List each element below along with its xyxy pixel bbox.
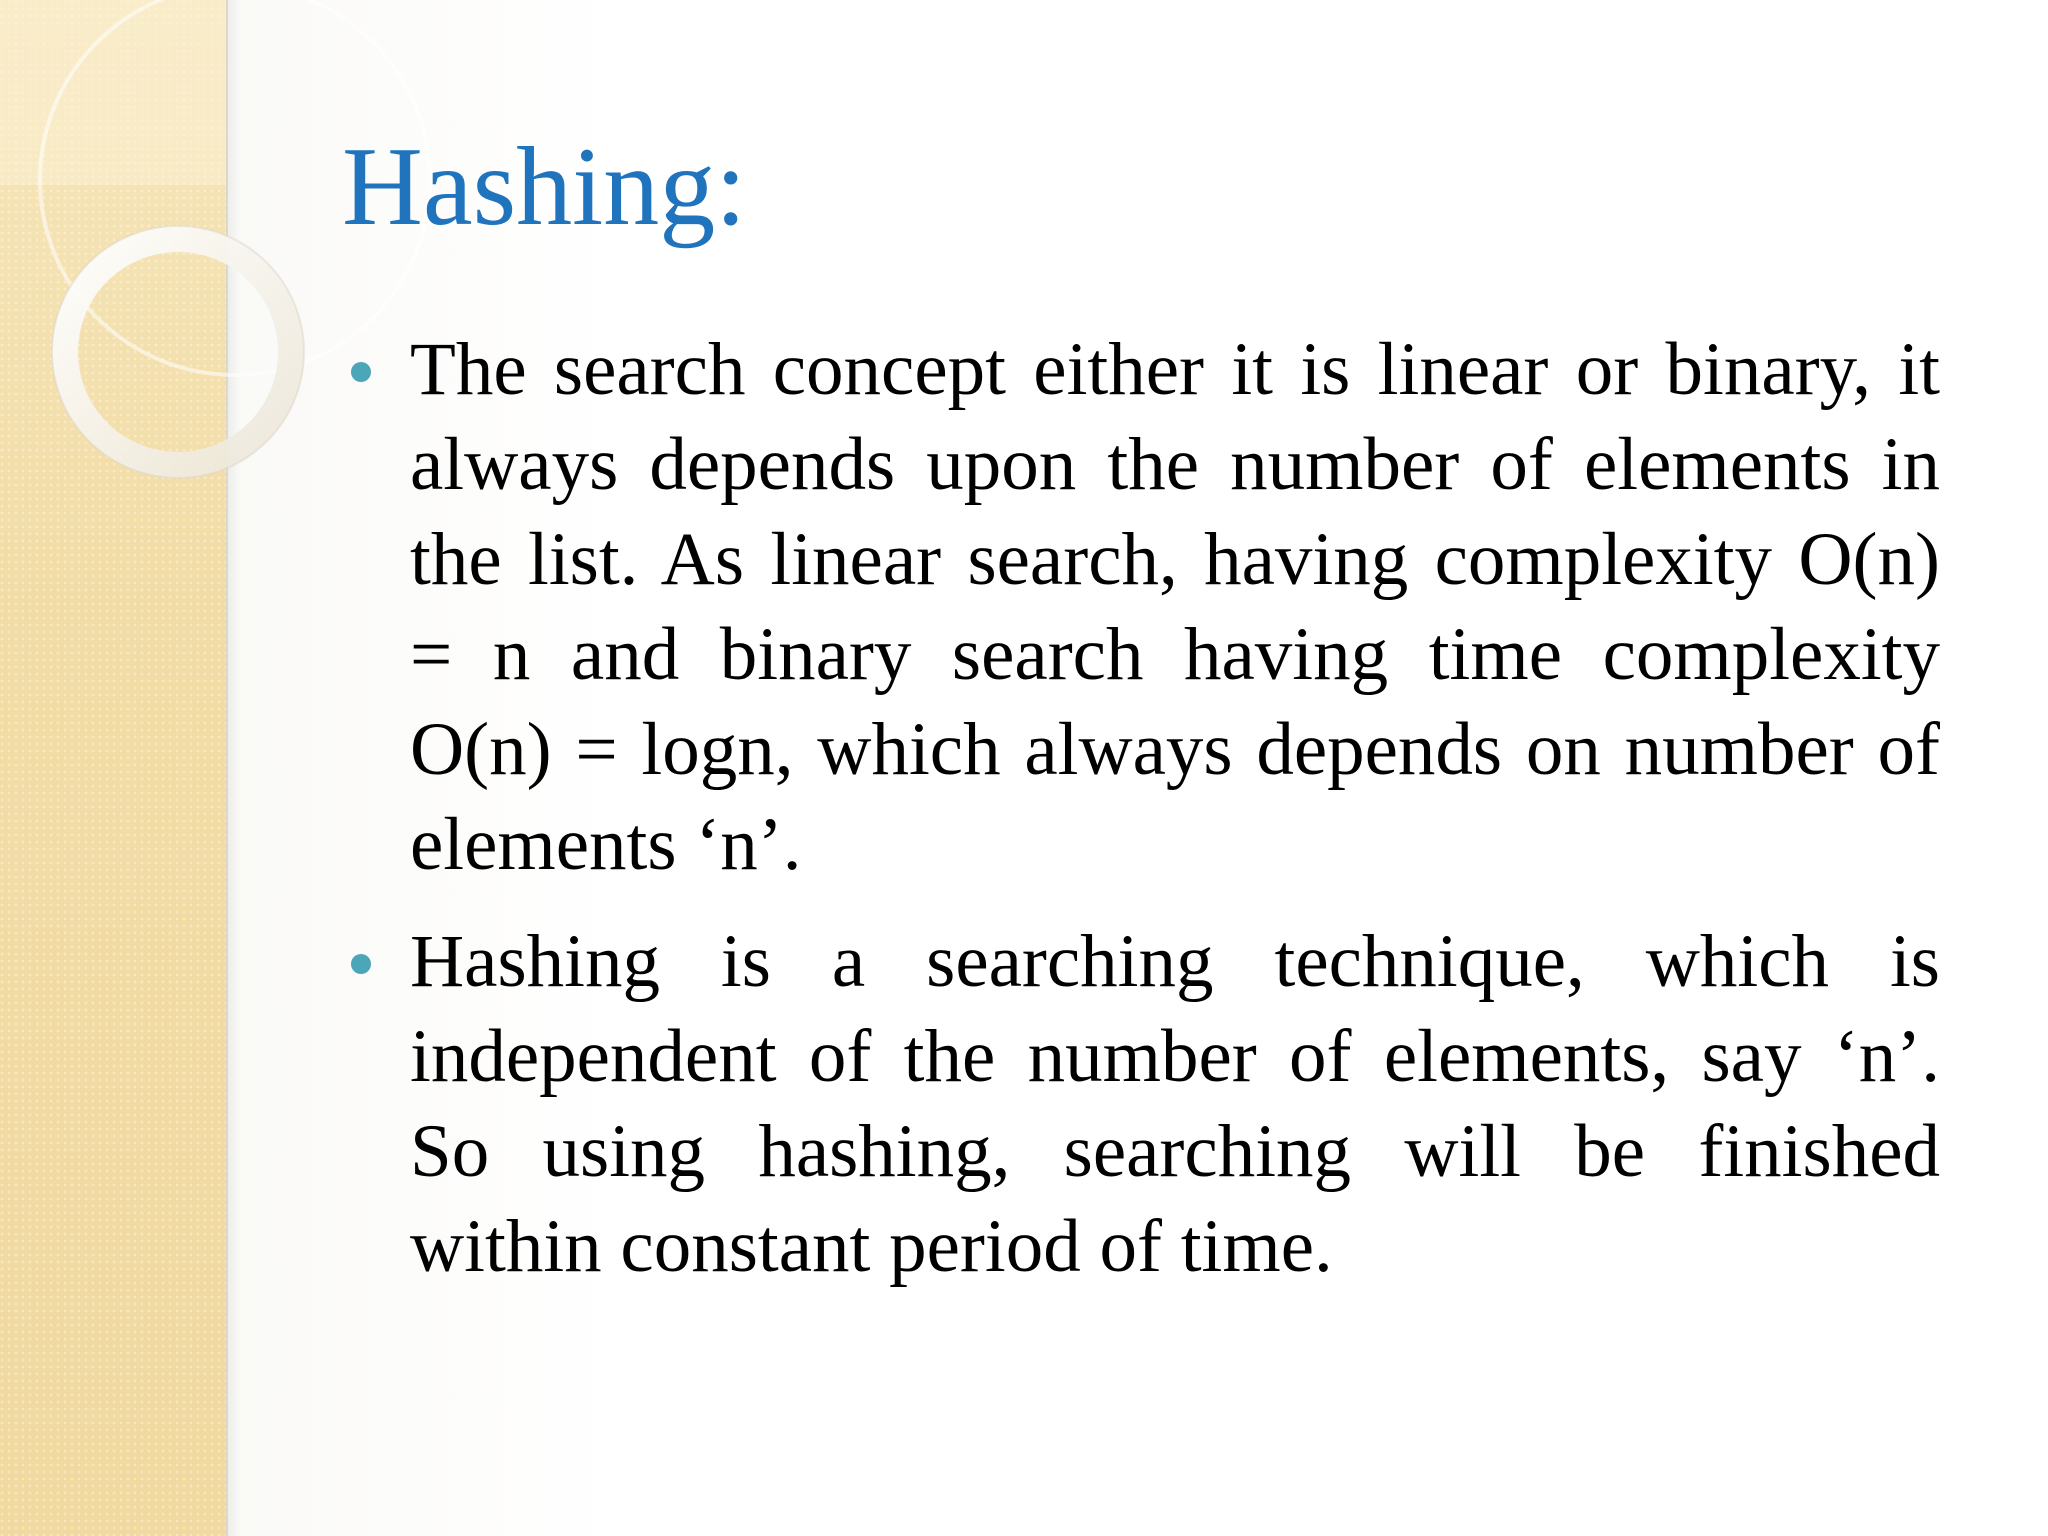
decorative-rings-graphic xyxy=(0,0,360,520)
bullet-text: Hashing is a searching technique, which is independent of the number of elements, say ‘n’. So using hashing, searching will be finished within constant period of time. xyxy=(410,920,1940,1288)
bullet-dot-icon xyxy=(351,362,371,382)
bullet-item xyxy=(410,322,1940,892)
bullet-list xyxy=(410,322,1940,1316)
bullet-item xyxy=(410,914,1940,1294)
bullet-dot-icon xyxy=(351,954,371,974)
slide-title: Hashing: xyxy=(342,125,747,249)
bullet-text: The search concept either it is linear or binary, it always depends upon the number of elements in the list. As linear search, having complexity O(n) = n and binary search having time complexity O(n) = logn, which always depends on number of elements ‘n’. xyxy=(410,328,1940,886)
